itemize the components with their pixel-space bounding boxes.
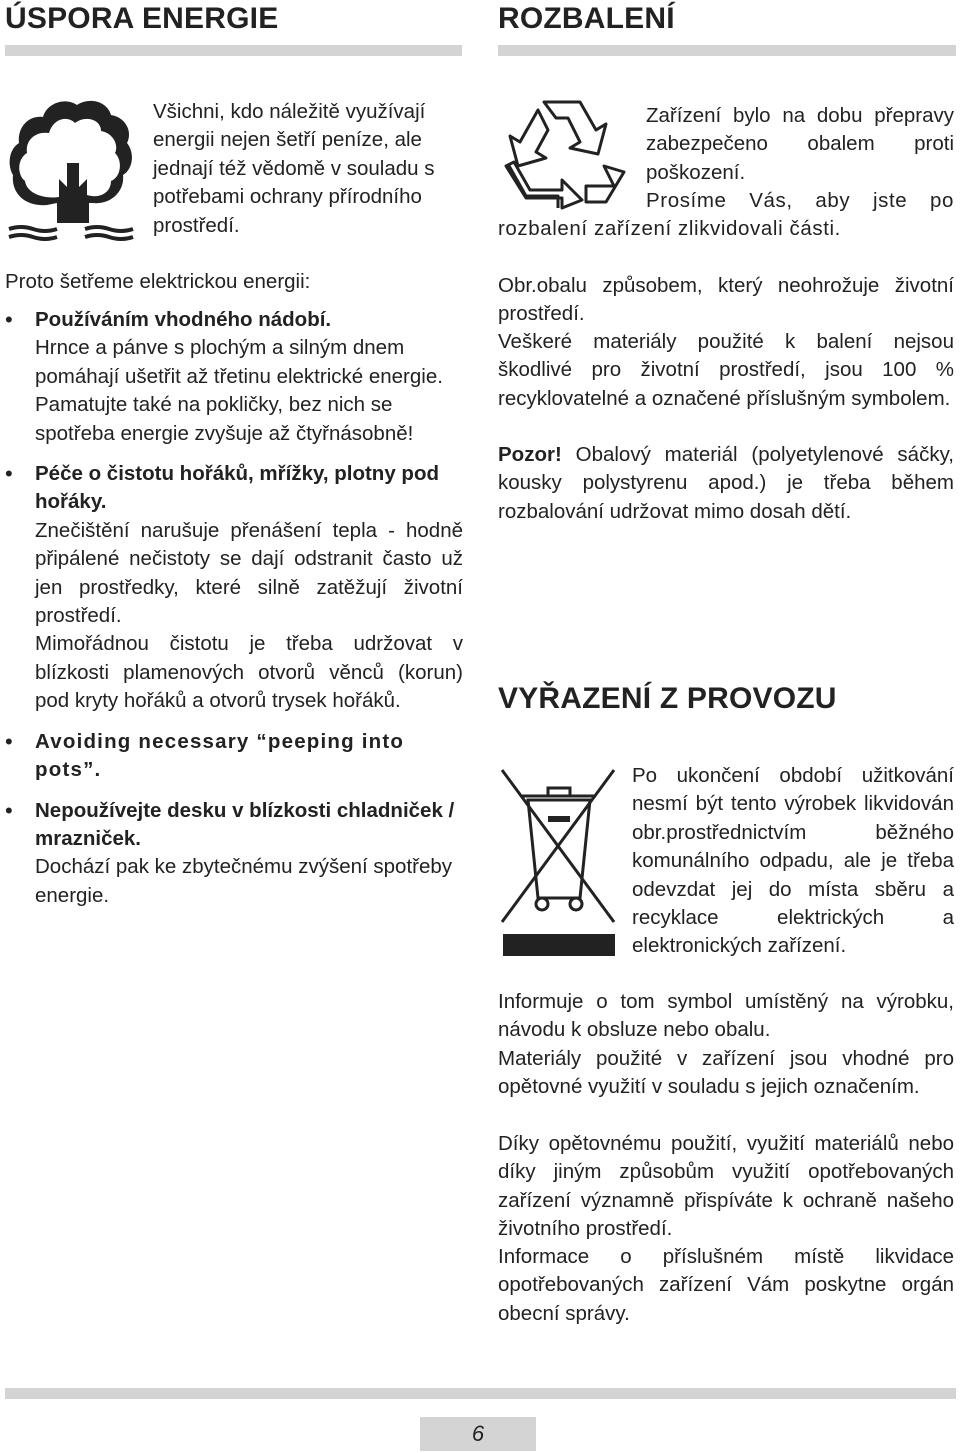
tip-body: Dochází pak ke zbytečnému zvýšení spotřeby energie. [35, 855, 453, 907]
warning-text: Obalový materiál (polyetylenové sáčky, kousky polystyrenu apod.) je třeba během rozbalování udržovat mimo dosah dětí. [498, 443, 955, 523]
section-title-unpacking: ROZBALENÍ [498, 2, 675, 35]
tip-heading: • Péče o čistotu hořáků, mřížky, plotny pod hořáky. [35, 462, 439, 514]
tip-body: Hrnce a pánve s plochým a silným dnem pomáhají ušetřit až třetinu elektrické energie. Pamatujte také na pokličky, bez nich se spotřeba energie zvyšuje až čtyřnásobně! [35, 336, 443, 445]
list-item [5, 728, 463, 785]
disposal-para-2: Informuje o tom symbol umístěný na výrobku, návodu k obsluze nebo obalu. [498, 990, 954, 1042]
list-item [5, 460, 463, 716]
list-item [5, 306, 463, 448]
unpack-para-4: Veškeré materiály použité k balení nejsou škodlivé pro životní prostředí, jsou 100 % recyklovatelné a označené příslušným symbolem. [498, 330, 954, 410]
tip-heading: • Avoiding necessary “peeping into pots”. [35, 729, 405, 782]
tip-body: Znečištění narušuje přenášení tepla - hodně připálené nečistoty se dají odstranit často už jen prostředky, které silně zatěžují životní prostředí. [35, 518, 463, 628]
energy-intro: Všichni, kdo náležitě využívají energii nejen šetří peníze, ale jednají též vědomě v souladu s potřebami ochrany přírodního prostředí. [153, 100, 435, 237]
unpack-para-2-text: Prosíme Vás, aby jste po rozbalení zařízení zlikvidovali části. [498, 189, 954, 241]
unpack-para-1: Zařízení bylo na dobu přepravy zabezpečeno obalem proti poškození. [646, 104, 954, 184]
section-title-disposal: VYŘAZENÍ Z PROVOZU [498, 682, 837, 715]
warning-label: Pozor! [498, 443, 562, 466]
tip-heading: • Používáním vhodného nádobí. [35, 308, 332, 331]
unpack-para-5 [498, 441, 954, 526]
section-title-energy: ÚSPORA ENERGIE [5, 2, 279, 35]
page-number-text: 6 [471, 1421, 485, 1446]
list-item [5, 797, 463, 911]
energy-lead: Proto šetřeme elektrickou energii: [5, 270, 311, 293]
section-rule [498, 45, 956, 56]
footer-rule [5, 1388, 956, 1399]
page-number [420, 1417, 536, 1451]
tree-icon [7, 93, 135, 241]
crossed-bin-icon [498, 766, 618, 962]
disposal-para-4: Díky opětovnému použití, využití materiálů nebo díky jiným způsobům využití opotřebovaných zařízení významně přispíváte k ochraně našeho životního prostředí. [498, 1132, 954, 1241]
disposal-para-3: Materiály použité v zařízení jsou vhodné pro opětovné využití v souladu s jejich označením. [498, 1047, 954, 1099]
section-rule [5, 45, 462, 56]
tip-body-2: Mimořádnou čistotu je třeba udržovat v blízkosti plamenových otvorů věnců (korun) pod kryty hořáků a otvorů trysek hořáků. [35, 632, 463, 713]
unpack-para-2 [498, 187, 954, 244]
unpack-para-3: Obr.obalu způsobem, který neohrožuje životní prostředí. [498, 274, 954, 326]
energy-tips-list [5, 306, 463, 910]
disposal-para-5: Informace o příslušném místě likvidace opotřebovaných zařízení Vám poskytne orgán obecní správy. [498, 1245, 954, 1325]
disposal-para-1: Po ukončení období užitkování nesmí být tento výrobek likvidován obr.prostřednictvím běžného komunálního odpadu, ale je třeba odevzdat jej do místa sběru a recyklace elektrických a elektronických zařízení. [632, 764, 954, 958]
tip-heading: • Nepoužívejte desku v blízkosti chladniček / mrazniček. [35, 798, 455, 850]
